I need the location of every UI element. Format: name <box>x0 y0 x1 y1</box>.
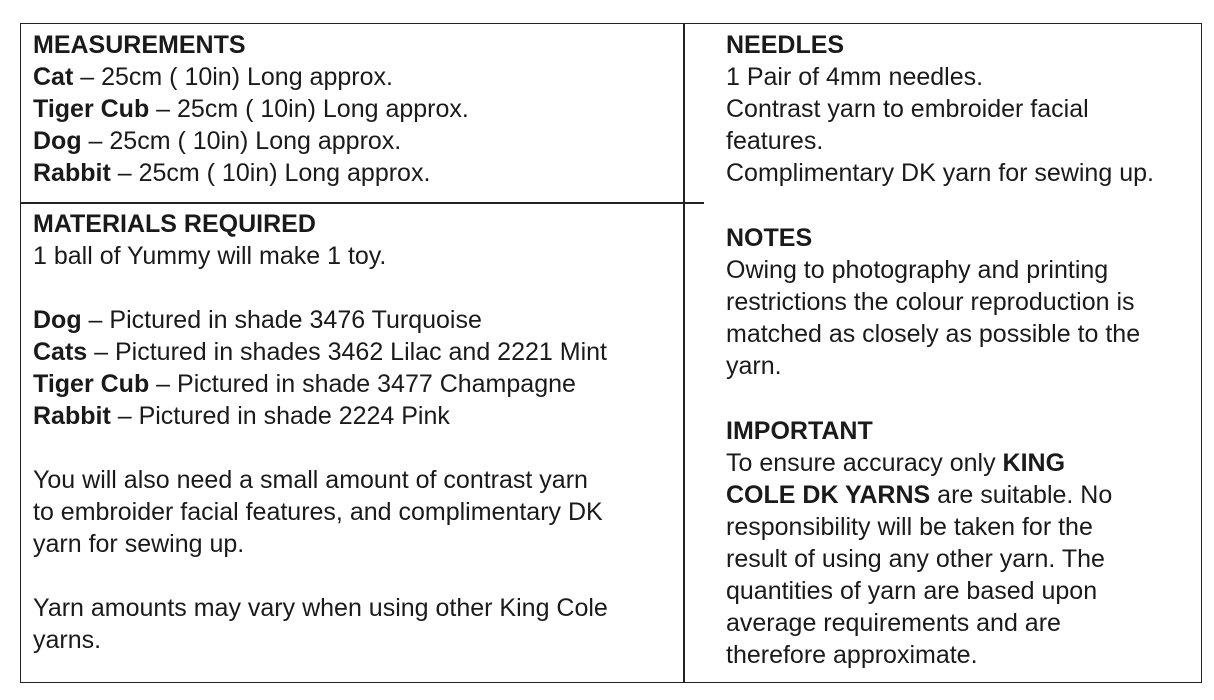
section-divider <box>20 202 704 204</box>
important-heading: IMPORTANT <box>726 417 873 445</box>
measurement-item: Rabbit – 25cm ( 10in) Long approx. <box>33 159 431 187</box>
shade-item: Cats – Pictured in shades 3462 Lilac and 2221 Mint <box>33 338 607 366</box>
important-line: therefore approximate. <box>726 641 978 669</box>
needles-line: Complimentary DK yarn for sewing up. <box>726 159 1154 187</box>
needles-section <box>726 29 1154 189</box>
measurements-heading: MEASUREMENTS <box>33 31 246 59</box>
notes-line: yarn. <box>726 352 782 380</box>
materials-note-line: yarns. <box>33 626 102 654</box>
needles-line: features. <box>726 127 824 155</box>
column-divider <box>683 23 685 683</box>
important-section <box>726 415 1112 671</box>
materials-note-line: yarn for sewing up. <box>33 530 245 558</box>
shade-item: Rabbit – Pictured in shade 2224 Pink <box>33 402 450 430</box>
important-line: COLE DK YARNS are suitable. No <box>726 481 1113 509</box>
notes-section <box>726 222 1140 382</box>
needles-line: Contrast yarn to embroider facial <box>726 95 1089 123</box>
needles-heading: NEEDLES <box>726 31 845 59</box>
measurement-item: Tiger Cub – 25cm ( 10in) Long approx. <box>33 95 469 123</box>
shade-item: Tiger Cub – Pictured in shade 3477 Champagne <box>33 370 576 398</box>
materials-note-line: You will also need a small amount of contrast yarn <box>33 466 588 494</box>
needles-line: 1 Pair of 4mm needles. <box>726 63 984 91</box>
important-line: To ensure accuracy only KING <box>726 449 1066 477</box>
notes-line: Owing to photography and printing <box>726 256 1109 284</box>
measurement-item: Dog – 25cm ( 10in) Long approx. <box>33 127 402 155</box>
important-line: quantities of yarn are based upon <box>726 577 1098 605</box>
shade-item: Dog – Pictured in shade 3476 Turquoise <box>33 306 482 334</box>
materials-note-line: to embroider facial features, and complimentary DK <box>33 498 603 526</box>
notes-line: restrictions the colour reproduction is <box>726 288 1135 316</box>
important-line: average requirements and are <box>726 609 1061 637</box>
important-line: responsibility will be taken for the <box>726 513 1093 541</box>
important-line: result of using any other yarn. The <box>726 545 1105 573</box>
materials-section <box>33 208 608 656</box>
notes-line: matched as closely as possible to the <box>726 320 1141 348</box>
measurements-section <box>33 29 469 189</box>
measurement-item: Cat – 25cm ( 10in) Long approx. <box>33 63 393 91</box>
notes-heading: NOTES <box>726 224 813 252</box>
materials-intro: 1 ball of Yummy will make 1 toy. <box>33 242 387 270</box>
materials-heading: MATERIALS REQUIRED <box>33 210 316 238</box>
materials-note-line: Yarn amounts may vary when using other King Cole <box>33 594 608 622</box>
